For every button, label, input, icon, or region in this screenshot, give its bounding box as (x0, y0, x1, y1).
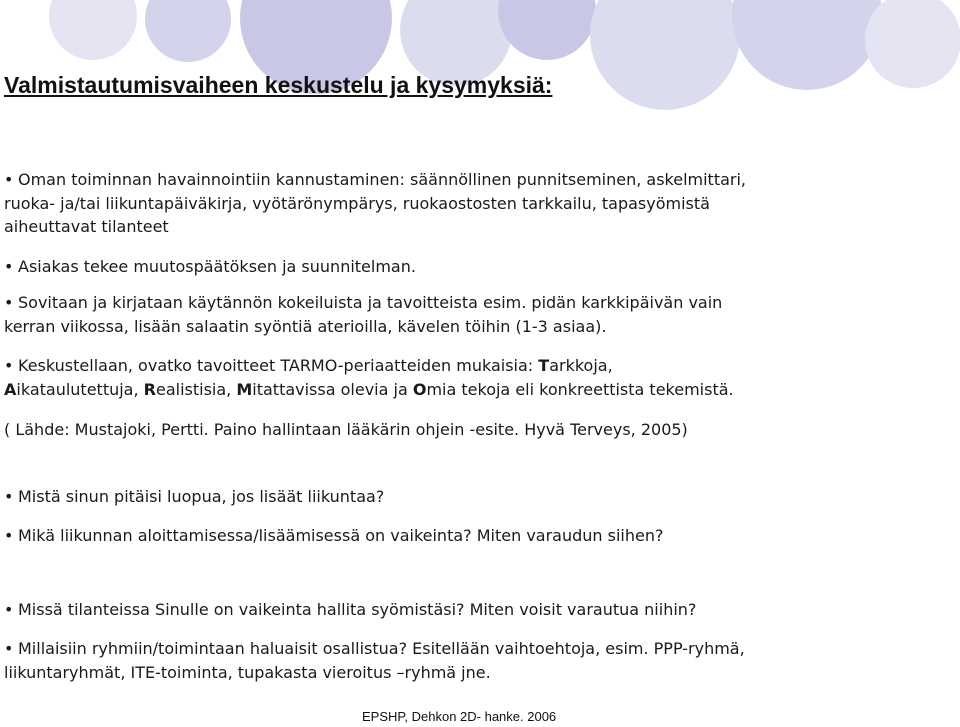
list-item (4, 598, 954, 622)
tarmo-letter: O (412, 379, 427, 399)
tarmo-letter: A (4, 379, 17, 399)
item-text: ruoka- ja/tai liikuntapäiväkirja, vyötärönympärys, ruokaostosten tarkkailu, tapasyömistä (4, 193, 710, 213)
item-text: Mistä sinun pitäisi luopua, jos lisäät liikuntaa? (18, 487, 385, 506)
tarmo-letter: T (538, 356, 550, 375)
bullet-icon: • (4, 293, 14, 312)
item-text: Keskustellaan, ovatko tavoitteet TARMO-periaatteiden mukaisia: (18, 356, 539, 375)
bullet-icon: • (4, 170, 14, 189)
tarmo-word: itattavissa olevia ja (252, 379, 413, 399)
source-citation: ( Lähde: Mustajoki, Pertti. Paino hallintaan lääkärin ohjein -esite. Hyvä Terveys, 2005) (4, 420, 688, 439)
bullet-icon: • (4, 487, 14, 506)
tarmo-word: ealistisia, (155, 379, 237, 399)
list-item (4, 637, 954, 684)
page-title: Valmistautumisvaiheen keskustelu ja kysymyksiä: (4, 72, 553, 98)
list-item (4, 168, 954, 239)
item-text: kerran viikossa, lisään salaatin syöntiä aterioilla, kävelen töihin (1-3 asiaa). (4, 316, 607, 336)
bullet-icon: • (4, 526, 14, 545)
tarmo-word: mia tekoja eli konkreettista tekemistä. (426, 379, 734, 399)
item-text: Mikä liikunnan aloittamisessa/lisäämisessä on vaikeinta? Miten varaudun siihen? (18, 526, 664, 545)
bullet-icon: • (4, 600, 14, 619)
bullet-icon: • (4, 639, 14, 658)
item-text: Sovitaan ja kirjataan käytännön kokeiluista ja tavoitteista esim. pidän karkkipäivän vain (18, 293, 723, 312)
list-item (4, 354, 954, 401)
tarmo-letter: R (143, 379, 156, 399)
bullet-icon: • (4, 257, 14, 276)
list-item (4, 524, 954, 548)
tarmo-letter: M (236, 379, 253, 399)
item-text: aiheuttavat tilanteet (4, 217, 169, 236)
item-text: Oman toiminnan havainnointiin kannustaminen: säännöllinen punnitseminen, askelmittari, (18, 170, 747, 189)
list-item (4, 291, 954, 338)
item-text: Missä tilanteissa Sinulle on vaikeinta hallita syömistäsi? Miten voisit varautua niihin? (18, 600, 697, 619)
footer-credit: EPSHP, Dehkon 2D- hanke. 2006 (362, 709, 557, 724)
item-text: Millaisiin ryhmiin/toimintaan haluaisit osallistua? Esitellään vaihtoehtoja, esim. PPP-ryhmä, (18, 639, 745, 658)
list-item (4, 255, 954, 279)
list-item (4, 485, 954, 509)
item-text: Asiakas tekee muutospäätöksen ja suunnitelman. (18, 257, 416, 276)
bullet-icon: • (4, 356, 14, 375)
tarmo-word: ikataulutettuja, (16, 379, 144, 399)
item-text: liikuntaryhmät, ITE-toiminta, tupakasta vieroitus –ryhmä jne. (4, 662, 491, 682)
tarmo-word: arkkoja, (549, 356, 613, 375)
